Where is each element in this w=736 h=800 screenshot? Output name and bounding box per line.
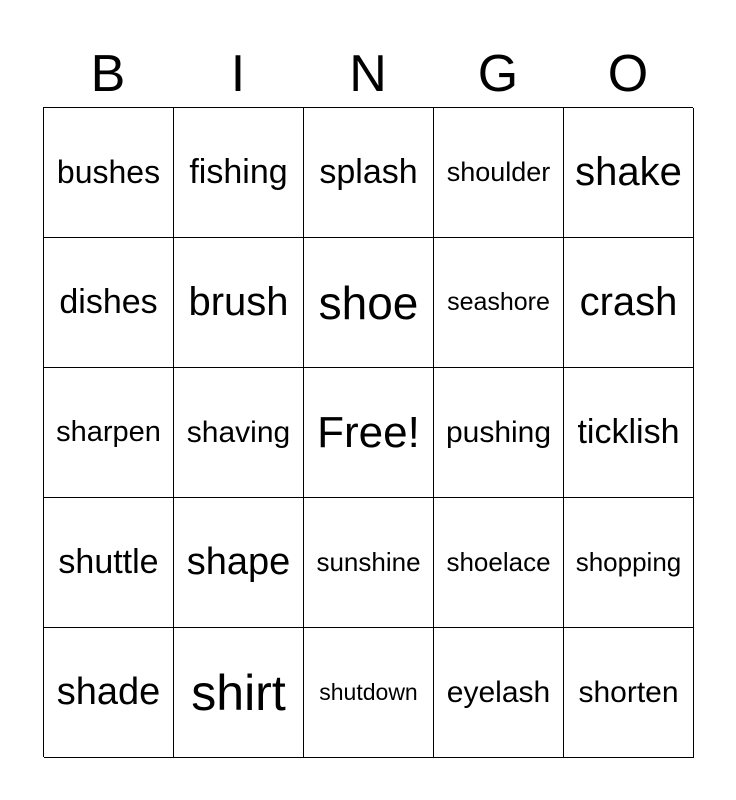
bingo-cell[interactable]	[44, 368, 174, 498]
header-letter-i: I	[230, 45, 246, 103]
bingo-cell-word: shoulder	[446, 157, 551, 187]
bingo-cell-word: eyelash	[446, 675, 551, 709]
bingo-cell[interactable]	[304, 498, 434, 628]
bingo-cell-word: pushing	[445, 415, 552, 449]
bingo-cell-word: shake	[575, 150, 682, 194]
bingo-cell[interactable]	[44, 238, 174, 368]
bingo-cell-word: sunshine	[316, 547, 421, 577]
bingo-cell-word: seashore	[447, 288, 550, 316]
bingo-cell-word: sharpen	[56, 416, 161, 448]
bingo-cell[interactable]	[564, 108, 694, 238]
bingo-cell-word: shuttle	[58, 543, 159, 581]
bingo-cell[interactable]	[304, 108, 434, 238]
bingo-cell-word: shade	[56, 671, 161, 713]
bingo-cell-word: bushes	[56, 154, 161, 190]
bingo-cell[interactable]	[304, 628, 434, 758]
bingo-cell-word: shape	[186, 541, 291, 583]
bingo-cell[interactable]	[564, 628, 694, 758]
bingo-cell[interactable]	[44, 628, 174, 758]
bingo-cell-word: brush	[188, 280, 289, 324]
bingo-cell[interactable]	[434, 108, 564, 238]
bingo-board	[43, 107, 693, 757]
bingo-cell-word: shoelace	[446, 547, 551, 577]
bingo-cell-word: splash	[319, 153, 418, 191]
bingo-cell[interactable]	[174, 498, 304, 628]
bingo-cell-word: shopping	[575, 547, 682, 577]
bingo-cell-word: crash	[579, 280, 678, 324]
bingo-cell[interactable]	[44, 108, 174, 238]
bingo-free-space[interactable]	[304, 368, 434, 498]
bingo-cell-word: fishing	[189, 153, 288, 191]
bingo-cell[interactable]	[434, 368, 564, 498]
bingo-cell[interactable]	[564, 498, 694, 628]
bingo-cell[interactable]	[434, 498, 564, 628]
header-letter-b: B	[90, 45, 126, 103]
bingo-cell-word: shaving	[186, 415, 291, 449]
header-letter-n: N	[349, 45, 387, 103]
bingo-cell-word: shutdown	[319, 679, 418, 705]
bingo-cell-word: dishes	[59, 283, 158, 321]
bingo-cell-word: shoe	[318, 276, 419, 329]
header-letter-o: O	[607, 45, 649, 103]
bingo-cell-word: shirt	[191, 664, 286, 721]
bingo-cell-word: Free!	[317, 407, 420, 457]
header-letter-g: G	[477, 45, 519, 103]
bingo-cell[interactable]	[564, 238, 694, 368]
bingo-cell[interactable]	[174, 238, 304, 368]
bingo-cell[interactable]	[434, 238, 564, 368]
bingo-cell[interactable]	[434, 628, 564, 758]
bingo-cell[interactable]	[174, 108, 304, 238]
bingo-cell[interactable]	[564, 368, 694, 498]
bingo-cell-word: shorten	[578, 675, 679, 709]
bingo-cell[interactable]	[174, 628, 304, 758]
bingo-cell[interactable]	[44, 498, 174, 628]
bingo-cell[interactable]	[304, 238, 434, 368]
bingo-header	[43, 40, 693, 108]
bingo-cell[interactable]	[174, 368, 304, 498]
bingo-cell-word: ticklish	[577, 413, 680, 451]
